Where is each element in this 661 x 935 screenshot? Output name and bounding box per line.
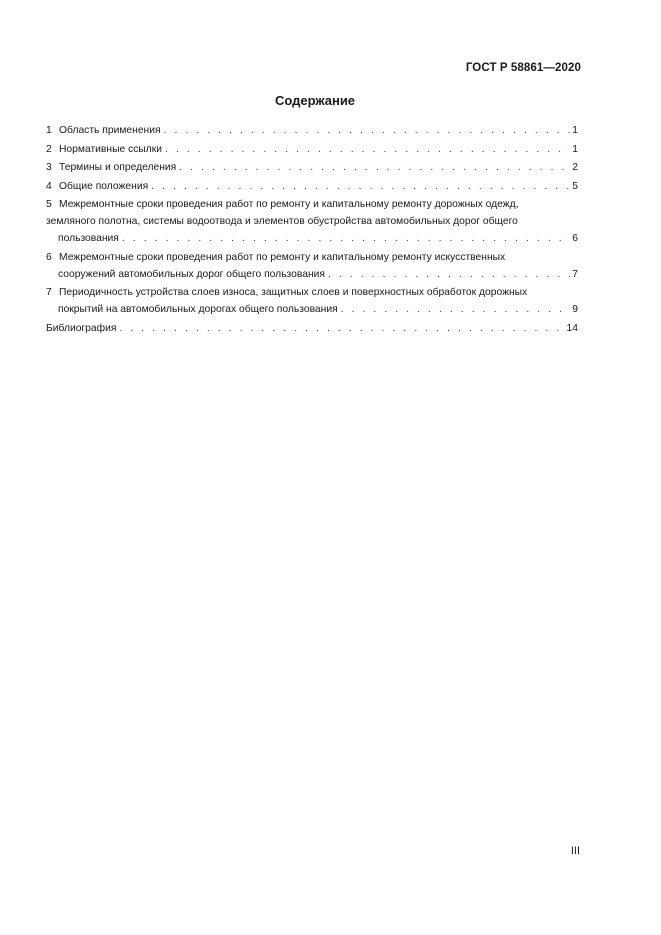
toc-entry-page: 14 [566,322,578,334]
toc-entry-bibliography[interactable] [46,320,578,337]
toc-entry-title: Библиография [46,322,117,334]
toc-entry-page: 2 [572,162,578,173]
toc-entry-title: Периодичность устройства слоев износа, защитных слоев и поверхностных обработок дорожных [59,287,528,298]
toc-entry-page: 5 [572,180,578,192]
toc-entry-page: 6 [572,233,578,244]
toc-entry-page: 7 [572,268,578,280]
document-code: ГОСТ Р 58861—2020 [465,62,581,74]
toc-entry-number: 7 [46,287,52,298]
toc-entry-title-cont: земляного полотна, системы водоотвода и элементов обустройства автомобильных дорог общего [46,216,518,227]
toc-entry-title: Область применения [59,125,161,136]
dot-leader [341,301,571,318]
table-of-contents [46,122,578,338]
dot-leader [179,159,570,176]
toc-entry-title: Межремонтные сроки проведения работ по ремонту и капитальному ремонту искусственных [59,251,506,263]
toc-entry-number: 2 [46,143,52,155]
dot-leader [165,141,570,158]
dot-leader [122,230,570,247]
toc-entry-title: Общие положения [59,180,149,192]
toc-entry-title: Межремонтные сроки проведения работ по ремонту и капитальному ремонту дорожных одежд, [59,199,519,210]
toc-heading: Содержание [274,93,356,108]
toc-entry-number: 6 [46,251,52,263]
toc-entry-number: 5 [46,199,52,210]
toc-entry-3[interactable] [46,159,578,176]
dot-leader [151,178,570,195]
toc-entry-title: Термины и определения [59,162,177,173]
toc-entry-5[interactable] [46,196,578,247]
toc-entry-title-cont: покрытий на автомобильных дорогах общего пользования [58,304,338,315]
toc-entry-7[interactable] [46,284,578,318]
dot-leader [164,122,571,139]
toc-entry-1[interactable] [46,122,578,139]
toc-entry-4[interactable] [46,178,578,195]
toc-entry-number: 4 [46,180,52,192]
dot-leader [119,320,564,337]
page-number: III [570,845,580,857]
toc-entry-title-cont: пользования [58,233,119,244]
toc-entry-page: 1 [572,143,578,155]
toc-entry-title: Нормативные ссылки [59,143,163,155]
toc-entry-page: 9 [572,304,578,315]
toc-entry-title-cont: сооружений автомобильных дорог общего пользования [58,268,325,280]
dot-leader [328,266,570,283]
toc-entry-number: 3 [46,162,52,173]
toc-entry-6[interactable] [46,249,578,283]
toc-entry-2[interactable] [46,141,578,158]
toc-entry-number: 1 [46,125,52,136]
toc-entry-page: 1 [572,125,578,136]
